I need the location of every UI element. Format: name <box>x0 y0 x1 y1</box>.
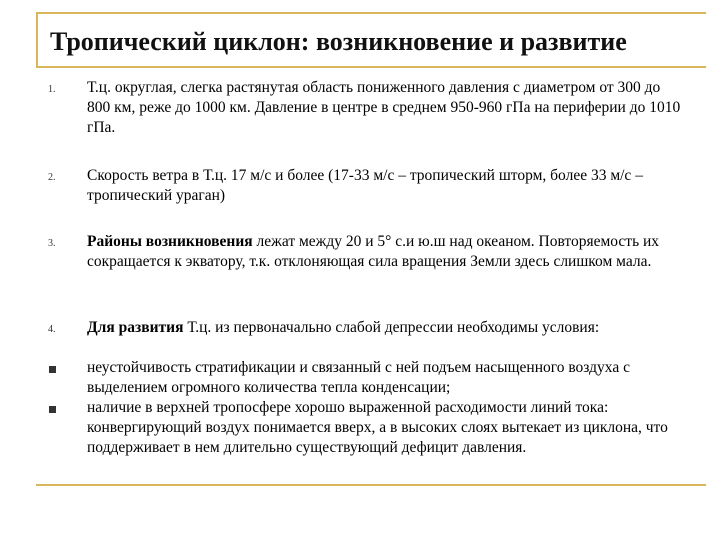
item-3-text: лежат между 20 и 5° с.и ю.ш над океаном. Повторяемость их сокращается к экватору, т.к. отклоняющая сила вращения Земли здесь слишком мала. <box>87 233 660 270</box>
list-item-4 <box>87 318 687 338</box>
list-item-1 <box>87 78 687 138</box>
item-number-3: 3. <box>48 238 56 249</box>
bullet-item-1 <box>87 358 687 398</box>
slide-title: Тропический циклон: возникновение и развитие <box>50 27 627 56</box>
item-1-text: Т.ц. округлая, слегка растянутая область пониженного давления с диаметром от 300 до 800 км, реже до 1000 км. Давление в центре в среднем 950-960 гПа на периферии до 1010 гПа. <box>87 79 681 136</box>
item-4-bold-lead: Для развития <box>87 319 184 336</box>
item-number-1: 1. <box>48 84 56 95</box>
bullet-1-text: неустойчивость стратификации и связанный с ней подъем насыщенного воздуха с выделением огромного количества тепла конденсации; <box>87 359 630 396</box>
bullet-2-text: наличие в верхней тропосфере хорошо выраженной расходимости линий тока: конвергирующий воздух понимается вверх, а в высоких слоях вытекает из циклона, что поддерживает в нем длительно существующий дефицит давления. <box>87 399 668 456</box>
list-item-3 <box>87 232 687 272</box>
list-item-2 <box>87 166 687 206</box>
item-number-2: 2. <box>48 172 56 183</box>
bullet-item-2 <box>87 398 687 458</box>
item-3-bold-lead: Районы возникновения <box>87 233 253 250</box>
square-bullet-icon <box>49 406 56 413</box>
item-number-4: 4. <box>48 324 56 335</box>
item-4-text: Т.ц. из первоначально слабой депрессии необходимы условия: <box>183 319 600 336</box>
item-2-text: Скорость ветра в Т.ц. 17 м/с и более (17-33 м/с – тропический шторм, более 33 м/с – тропический ураган) <box>87 167 643 204</box>
square-bullet-icon <box>49 366 56 373</box>
